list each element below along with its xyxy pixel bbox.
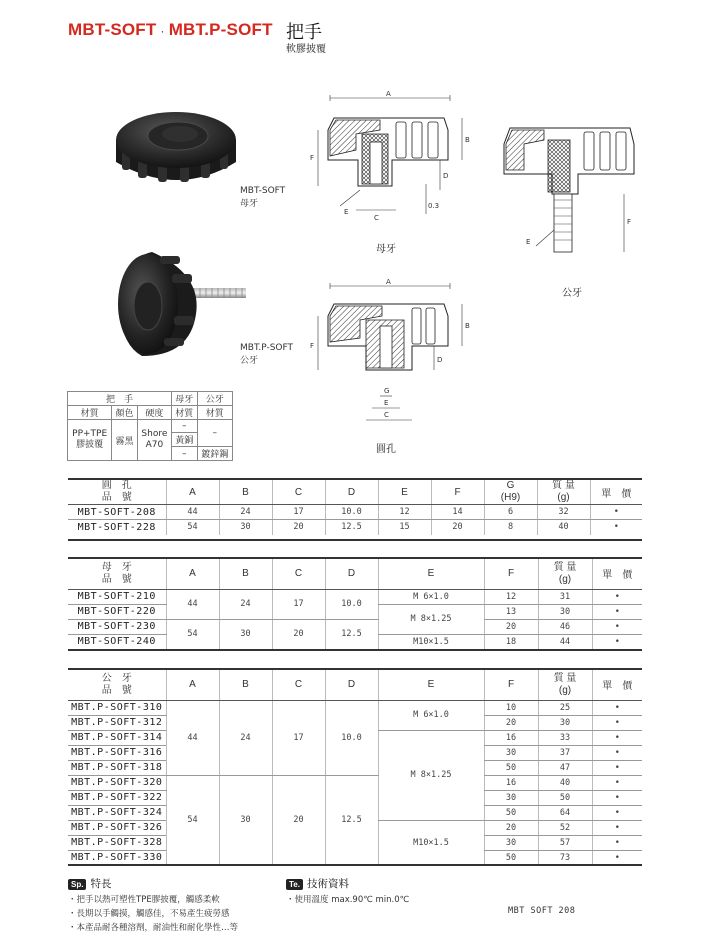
t3-h-b: B (219, 670, 272, 700)
features-list (68, 893, 238, 935)
male-section-drawing (500, 120, 640, 270)
t2-h-b: B (219, 559, 272, 589)
dim-f: F (310, 154, 315, 162)
dim-f-male: F (627, 218, 632, 226)
spec-female-dash-2: – (172, 447, 197, 461)
hole-dim-f: F (310, 342, 315, 350)
model-a: MBT-SOFT (68, 20, 157, 39)
female-knob-photo (108, 100, 248, 200)
spec-h-material: 材質 (68, 406, 112, 420)
female-section-drawing (300, 90, 480, 230)
t2-h-a: A (166, 559, 219, 589)
spec-color: 霧黑 (112, 420, 137, 461)
male-photo-label-b: 公牙 (240, 356, 259, 366)
spec-h-material-female: 材質 (172, 406, 197, 420)
list-item: ・本產品耐各種溶劑，耐油性和耐化學性…等 (68, 923, 239, 933)
material-spec-table (67, 391, 233, 461)
female-photo-label-b: 母牙 (240, 199, 259, 209)
t2-h-e: E (378, 559, 484, 589)
t3-h-a: A (166, 670, 219, 700)
page-title: 把手 (286, 22, 322, 43)
tech-list (286, 893, 409, 907)
table-row: MBT.P-SOFT-328 30 57 • (68, 835, 642, 850)
spec-male-mat: 鍍鋅鋼 (197, 447, 232, 461)
round-hole-table (68, 480, 642, 535)
female-photo-label-a: MBT-SOFT (240, 186, 286, 196)
table-row: MBT.P-SOFT-310 44 24 17 10.0 M 6×1.0 10 25 • (68, 700, 642, 715)
t1-h-b: B (219, 480, 272, 505)
t3-h-c: C (272, 670, 325, 700)
dim-c: C (374, 214, 379, 222)
female-thread-table (68, 559, 642, 649)
features-heading (68, 876, 111, 891)
model-b: MBT.P-SOFT (168, 20, 273, 39)
features-title: 特長 (90, 878, 112, 890)
hole-dim-a: A (386, 278, 391, 286)
tech-badge: Te. (286, 879, 303, 890)
spec-h-hardness: 硬度 (137, 406, 171, 420)
hole-dim-g: G (384, 387, 390, 395)
t1-h-d: D (325, 480, 378, 505)
table-row: MBT.P-SOFT-330 50 73 • (68, 850, 642, 865)
table-row: MBT.P-SOFT-322 30 50 • (68, 790, 642, 805)
spec-hardness: Shore A70 (137, 420, 171, 461)
t2-h-f: F (484, 559, 538, 589)
list-item: ・長期以手觸摸，觸感佳，不易產生疲勞感 (68, 909, 230, 919)
t2-h-mass: 質 量 (g) (538, 559, 592, 589)
table-row: MBT.P-SOFT-326 M10×1.5 20 52 • (68, 820, 642, 835)
t1-h-f: F (431, 480, 484, 505)
female-drawing-caption: 母牙 (376, 244, 396, 255)
t3-h-f: F (484, 670, 538, 700)
list-item: ・使用溫度 max.90℃ min.0℃ (286, 895, 410, 905)
table-row: MBT.P-SOFT-314 M 8×1.25 16 33 • (68, 730, 642, 745)
t3-h-d: D (325, 670, 378, 700)
table1-bottom-rule (68, 539, 642, 541)
t1-h-a: A (166, 480, 219, 505)
features-badge: Sp. (68, 879, 86, 890)
footer-code: MBT SOFT 208 (508, 906, 576, 916)
hole-dim-b: B (465, 322, 470, 330)
table-row: MBT.P-SOFT-312 20 30 • (68, 715, 642, 730)
dim-gap: 0.3 (428, 202, 440, 210)
table3-bottom-rule (68, 864, 642, 866)
t3-h-price: 單 價 (592, 670, 642, 700)
table-row: MBT.P-SOFT-318 50 47 • (68, 760, 642, 775)
table-row: MBT-SOFT-208 44 24 17 10.0 12 14 6 32 • (68, 505, 642, 520)
t2-h-c: C (272, 559, 325, 589)
page-subtitle: 軟膠披覆 (286, 44, 326, 55)
dim-e-male: E (526, 238, 531, 246)
dim-a: A (386, 90, 391, 98)
male-drawing-caption: 公牙 (562, 288, 582, 299)
t1-h-price: 單 價 (590, 480, 642, 505)
t3-h-type: 公 牙 品 號 (68, 670, 166, 700)
t1-h-g: G (H9) (484, 480, 537, 505)
spec-h-male: 公牙 (197, 392, 232, 406)
tech-heading (286, 876, 349, 891)
table-row: MBT.P-SOFT-320 54 30 20 12.5 16 40 • (68, 775, 642, 790)
t2-h-d: D (325, 559, 378, 589)
table-row: MBT-SOFT-228 54 30 20 12.5 15 20 8 40 • (68, 520, 642, 535)
t1-h-e: E (378, 480, 431, 505)
dim-b: B (465, 136, 470, 144)
t3-h-e: E (378, 670, 484, 700)
spec-material: PP+TPE 膠披覆 (68, 420, 112, 461)
table-row: MBT.P-SOFT-324 50 64 • (68, 805, 642, 820)
spec-h-material-male: 材質 (197, 406, 232, 420)
tech-title: 技術資料 (306, 878, 349, 890)
table2-bottom-rule (68, 649, 642, 651)
hole-dim-d: D (437, 356, 443, 364)
male-photo-label-a: MBT.P-SOFT (240, 343, 294, 353)
spec-female-mat: 黃銅 (172, 433, 197, 447)
spec-h-handle: 把 手 (68, 392, 172, 406)
spec-h-color: 顏色 (112, 406, 137, 420)
list-item: ・把手以熱可塑性TPE膠披覆，觸感柔軟 (68, 895, 220, 905)
table-row: MBT.P-SOFT-316 30 37 • (68, 745, 642, 760)
hole-drawing-caption: 圓孔 (376, 444, 396, 455)
male-thread-table (68, 670, 642, 865)
hole-dim-c: C (384, 411, 389, 419)
t1-h-type: 圓 孔 品 號 (68, 480, 166, 505)
spec-male-dash: – (197, 420, 232, 447)
t2-h-type: 母 牙 品 號 (68, 559, 166, 589)
separator: · (160, 24, 165, 38)
dim-d: D (443, 172, 449, 180)
spec-female-dash: – (172, 420, 197, 433)
table-row: MBT-SOFT-210 44 24 17 10.0 M 6×1.0 12 31 • (68, 589, 642, 604)
spec-h-female: 母牙 (172, 392, 197, 406)
dim-e: E (344, 208, 349, 216)
t3-h-mass: 質 量 (g) (538, 670, 592, 700)
hole-dim-e: E (384, 399, 389, 407)
hole-section-drawing (300, 276, 480, 436)
table-row: MBT-SOFT-240 M10×1.5 18 44 • (68, 634, 642, 649)
t1-h-mass: 質 量 (g) (537, 480, 590, 505)
table-row: MBT-SOFT-230 54 30 20 12.5 20 46 • (68, 619, 642, 634)
header-models (68, 20, 273, 40)
t2-h-price: 單 價 (592, 559, 642, 589)
t1-h-c: C (272, 480, 325, 505)
table-row: MBT-SOFT-220 M 8×1.25 13 30 • (68, 604, 642, 619)
